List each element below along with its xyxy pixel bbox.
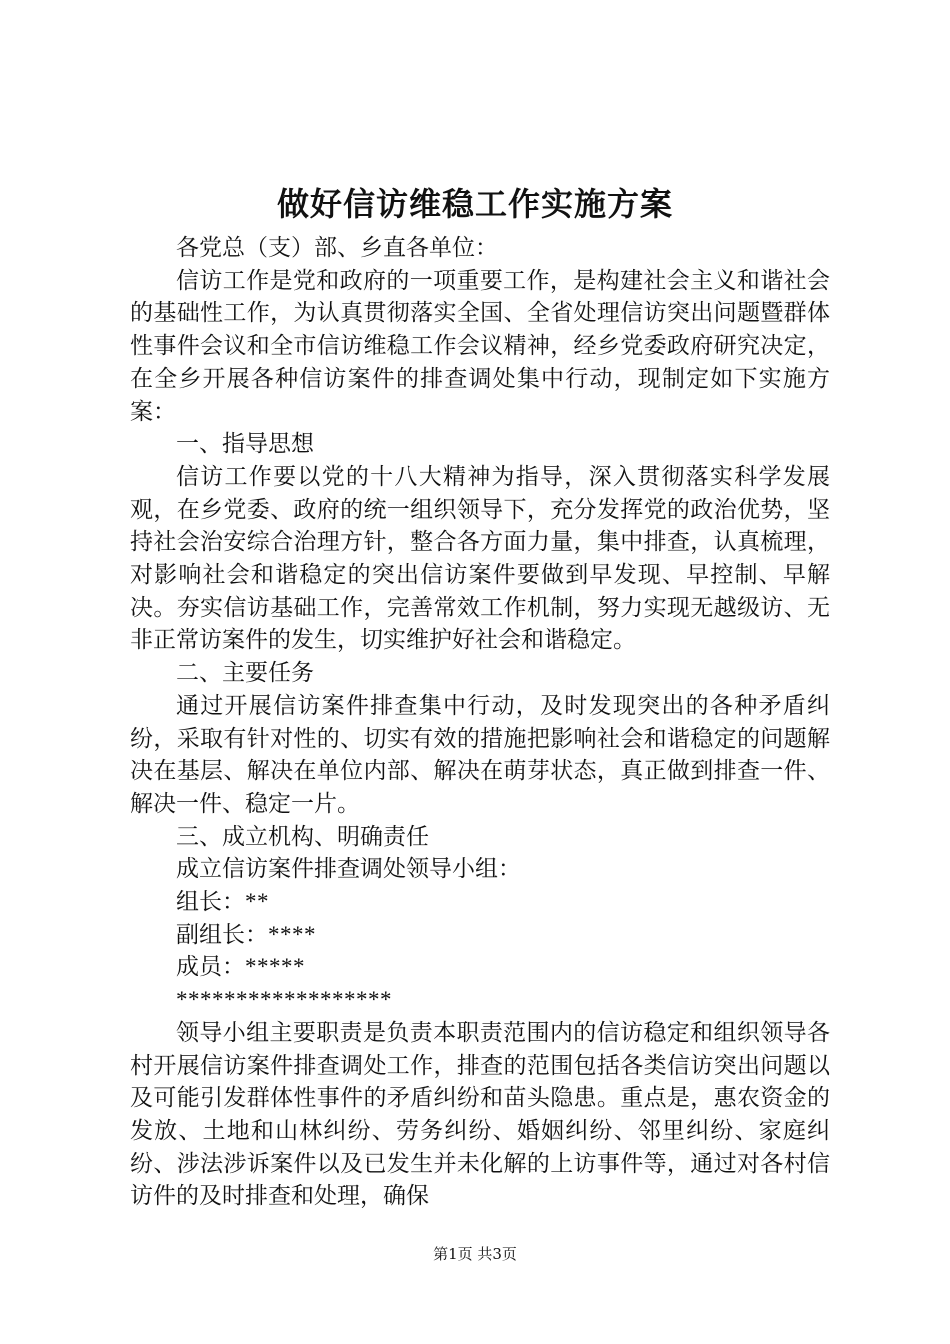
members-line: [130, 951, 830, 984]
section-heading-guiding-ideology: 一、指导思想: [176, 431, 314, 458]
group-intro: 成立信访案件排查调处领导小组：: [176, 856, 521, 883]
deputy-line: [130, 919, 830, 952]
deputy-label: 副组长：: [176, 921, 268, 948]
section-body-main-tasks: 通过开展信访案件排查集中行动，及时发现突出的各种矛盾纠纷，采取有针对性的、切实有效的措施把影响社会和谐稳定的问题解决在基层、解决在单位内部、解决在萌芽状态，真正做到排查一件、解决一件、稳定一片。: [130, 692, 830, 817]
leader-value: **: [245, 889, 269, 915]
members-label: 成员：: [176, 954, 245, 981]
document-title: 做好信访维稳工作实施方案: [276, 185, 673, 223]
redacted-stars-line: ******************: [176, 987, 392, 1013]
section-heading-main-tasks: 二、主要任务: [176, 660, 314, 687]
intro-paragraph: 信访工作是党和政府的一项重要工作，是构建社会主义和谐社会的基础性工作，为认真贯彻落实全国、全省处理信访突出问题暨群体性事件会议和全市信访维稳工作会议精神，经乡党委政府研究决定，在全乡开展各种信访案件的排查调处集中行动，现制定如下实施方案：: [130, 267, 830, 425]
section-body-guiding-ideology: 信访工作要以党的十八大精神为指导，深入贯彻落实科学发展观，在乡党委、政府的统一组织领导下，充分发挥党的政治优势，坚持社会治安综合治理方针，整合各方面力量，集中排查，认真梳理，对影响社会和谐稳定的突出信访案件要做到早发现、早控制、早解决。夯实信访基础工作，完善常效工作机制，努力实现无越级访、无非正常访案件的发生，切实维护好社会和谐稳定。: [130, 463, 830, 654]
leader-label: 组长：: [176, 889, 245, 916]
duties-paragraph: 领导小组主要职责是负责本职责范围内的信访稳定和组织领导各村开展信访案件排查调处工作，排查的范围包括各类信访突出问题以及可能引发群体性事件的矛盾纠纷和苗头隐患。重点是，惠农资金的发放、土地和山林纠纷、劳务纠纷、婚姻纠纷、邻里纠纷、家庭纠纷、涉法涉诉案件以及已发生并未化解的上访事件等，通过对各村信访件的及时排查和处理，确保: [130, 1019, 830, 1210]
leader-line: [130, 886, 830, 919]
salutation: 各党总（支）部、乡直各单位：: [176, 235, 498, 261]
document-body: [130, 232, 830, 1213]
members-value: *****: [245, 954, 305, 980]
section-heading-organization: 三、成立机构、明确责任: [176, 823, 429, 850]
page-footer: 第1页 共3页: [433, 1245, 517, 1263]
deputy-value: ****: [268, 921, 316, 947]
